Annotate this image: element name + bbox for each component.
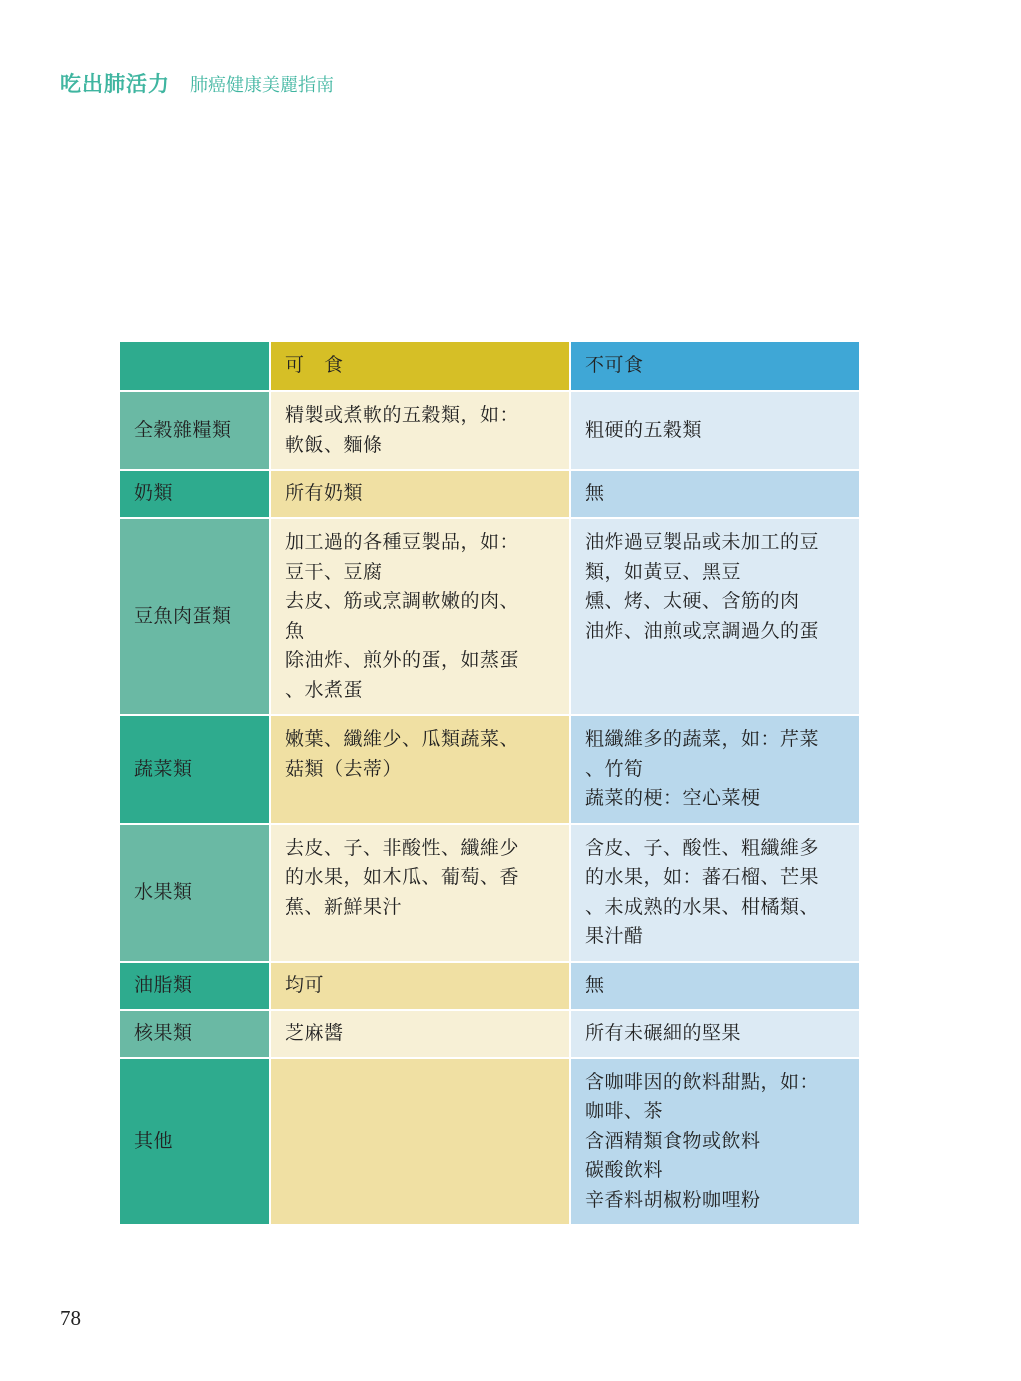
diet-table [120,342,859,1224]
category-label: 蔬菜類 [134,757,193,780]
category-cell [120,1010,270,1058]
category-label: 其他 [134,1129,174,1152]
category-cell [120,518,270,715]
table-row [120,518,859,715]
can-eat-text: 嫩葉、纖維少、瓜類蔬菜、 菇類（去蒂） [285,728,520,780]
cannot-eat-text: 油炸過豆製品或未加工的豆 類，如黃豆、黑豆 燻、烤、太硬、含筋的肉 油炸、油煎或烹調過久的蛋 [585,531,820,642]
can-eat-text: 芝麻醬 [285,1021,344,1044]
category-cell [120,470,270,518]
table-row [120,1010,859,1058]
category-label: 奶類 [134,482,174,505]
can-eat-cell [270,470,570,518]
can-eat-text: 加工過的各種豆製品，如： 豆干、豆腐 去皮、筋或烹調軟嫩的肉、 魚 除油炸、煎外的蛋，如蒸蛋 、水煮蛋 [285,531,520,701]
cannot-eat-cell [570,1058,859,1225]
category-cell [120,391,270,470]
cannot-eat-cell [570,391,859,470]
cannot-eat-cell [570,470,859,518]
table-row [120,470,859,518]
cannot-eat-text: 無 [585,482,605,505]
cannot-eat-cell [570,715,859,824]
table-row [120,1058,859,1225]
cannot-eat-text: 所有未碾細的堅果 [585,1021,742,1044]
table-row [120,391,859,470]
page-number: 78 [60,1306,81,1330]
can-eat-cell [270,824,570,962]
can-eat-text: 所有奶類 [285,482,364,505]
can-eat-text: 去皮、子、非酸性、纖維少 的水果，如木瓜、葡萄、香 蕉、新鮮果汁 [285,836,520,918]
cannot-eat-cell [570,518,859,715]
cannot-eat-text: 含咖啡因的飲料甜點，如： 咖啡、茶 含酒精類食物或飲料 碳酸飲料 辛香料胡椒粉咖哩粉 [585,1070,820,1211]
category-cell [120,1058,270,1225]
category-label: 全穀雜糧類 [134,418,232,441]
can-eat-cell [270,518,570,715]
category-label: 核果類 [134,1021,193,1044]
book-subtitle: 肺癌健康美麗指南 [190,75,334,96]
can-eat-text: 均可 [285,973,325,996]
header-can-eat: 可 食 [270,342,570,391]
cannot-eat-text: 無 [585,973,605,996]
can-eat-cell [270,391,570,470]
category-label: 油脂類 [134,973,193,996]
can-eat-cell [270,1010,570,1058]
cannot-eat-text: 粗纖維多的蔬菜，如：芹菜 、竹筍 蔬菜的梗：空心菜梗 [585,728,820,809]
running-head [60,68,334,98]
cannot-eat-cell [570,1010,859,1058]
header-blank-cell [120,342,270,391]
category-cell [120,824,270,962]
category-cell [120,962,270,1010]
table-row [120,962,859,1010]
can-eat-cell [270,962,570,1010]
cannot-eat-cell [570,962,859,1010]
category-cell [120,715,270,824]
can-eat-cell [270,1058,570,1225]
category-label: 水果類 [134,880,193,903]
can-eat-cell [270,715,570,824]
cannot-eat-text: 粗硬的五穀類 [585,418,703,441]
header-cannot-eat: 不可食 [570,342,859,391]
can-eat-text: 精製或煮軟的五穀類，如： 軟飯、麵條 [285,404,520,456]
category-label: 豆魚肉蛋類 [134,604,232,627]
table-row [120,824,859,962]
cannot-eat-text: 含皮、子、酸性、粗纖維多 的水果，如：蕃石榴、芒果 、未成熟的水果、柑橘類、 果汁醋 [585,836,820,947]
cannot-eat-cell [570,824,859,962]
book-title: 吃出肺活力 [60,72,170,96]
table-header-row [120,342,859,391]
table-row [120,715,859,824]
